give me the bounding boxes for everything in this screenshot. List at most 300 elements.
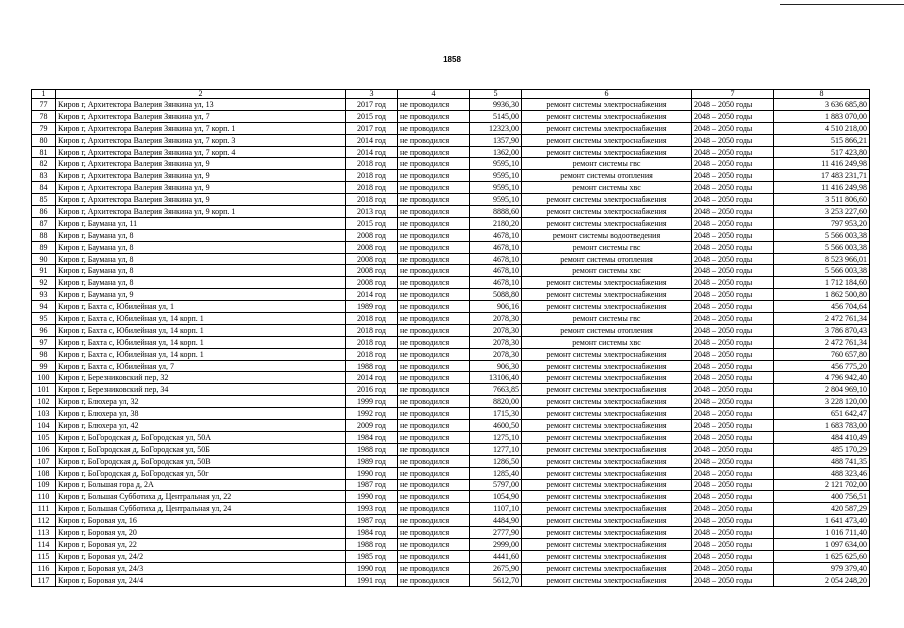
year-cell: 2016 год: [346, 384, 398, 396]
header-col-4: 4: [398, 90, 470, 99]
table-row: [32, 110, 870, 122]
year-cell: 2018 год: [346, 170, 398, 182]
row-number-cell: 107: [32, 455, 56, 467]
row-number-cell: 81: [32, 146, 56, 158]
area-cell: 4484,90: [470, 515, 522, 527]
address-cell: Киров г, Березниковский пер, 32: [56, 372, 346, 384]
area-cell: 2999,00: [470, 538, 522, 550]
period-cell: 2048 – 2050 годы: [692, 479, 774, 491]
cost-cell: 2 121 702,00: [774, 479, 870, 491]
year-cell: 2017 год: [346, 99, 398, 111]
cost-cell: 5 566 003,38: [774, 241, 870, 253]
year-cell: 2008 год: [346, 265, 398, 277]
cost-cell: 760 657,80: [774, 348, 870, 360]
period-cell: 2048 – 2050 годы: [692, 538, 774, 550]
status-cell: не проводился: [398, 479, 470, 491]
work-type-cell: ремонт системы хвс: [522, 182, 692, 194]
table-row: [32, 479, 870, 491]
row-number-cell: 114: [32, 538, 56, 550]
address-cell: Киров г, Боровая ул, 24/4: [56, 574, 346, 586]
address-cell: Киров г, Баумана ул, 8: [56, 253, 346, 265]
row-number-cell: 104: [32, 420, 56, 432]
area-cell: 5145,00: [470, 110, 522, 122]
address-cell: Киров г, Бахта с, Юбилейная ул, 14 корп. 1: [56, 313, 346, 325]
work-type-cell: ремонт системы электроснабжения: [522, 503, 692, 515]
row-number-cell: 105: [32, 431, 56, 443]
cost-cell: 400 756,51: [774, 491, 870, 503]
period-cell: 2048 – 2050 годы: [692, 217, 774, 229]
year-cell: 1990 год: [346, 467, 398, 479]
address-cell: Киров г, Архитектора Валерия Зянкина ул, 13: [56, 99, 346, 111]
status-cell: не проводился: [398, 455, 470, 467]
work-type-cell: ремонт системы хвс: [522, 265, 692, 277]
address-cell: Киров г, Архитектора Валерия Зянкина ул, 7 корп. 4: [56, 146, 346, 158]
table-row: [32, 527, 870, 539]
period-cell: 2048 – 2050 годы: [692, 443, 774, 455]
period-cell: 2048 – 2050 годы: [692, 206, 774, 218]
table-row: [32, 348, 870, 360]
area-cell: 8820,00: [470, 396, 522, 408]
table-row: [32, 241, 870, 253]
row-number-cell: 82: [32, 158, 56, 170]
work-type-cell: ремонт системы электроснабжения: [522, 384, 692, 396]
cost-cell: 5 566 003,38: [774, 229, 870, 241]
address-cell: Киров г, Баумана ул, 8: [56, 265, 346, 277]
address-cell: Киров г, Архитектора Валерия Зянкина ул, 9: [56, 194, 346, 206]
area-cell: 4678,10: [470, 229, 522, 241]
address-cell: Киров г, Бахта с, Юбилейная ул, 14 корп. 1: [56, 336, 346, 348]
cost-cell: 8 523 966,01: [774, 253, 870, 265]
period-cell: 2048 – 2050 годы: [692, 515, 774, 527]
period-cell: 2048 – 2050 годы: [692, 194, 774, 206]
status-cell: не проводился: [398, 336, 470, 348]
status-cell: не проводился: [398, 99, 470, 111]
year-cell: 1991 год: [346, 574, 398, 586]
row-number-cell: 97: [32, 336, 56, 348]
year-cell: 1989 год: [346, 301, 398, 313]
status-cell: не проводился: [398, 420, 470, 432]
row-number-cell: 78: [32, 110, 56, 122]
period-cell: 2048 – 2050 годы: [692, 229, 774, 241]
period-cell: 2048 – 2050 годы: [692, 182, 774, 194]
year-cell: 2015 год: [346, 110, 398, 122]
area-cell: 2078,30: [470, 313, 522, 325]
header-col-5: 5: [470, 90, 522, 99]
address-cell: Киров г, БоГородская д, БоГородская ул, 50г: [56, 467, 346, 479]
address-cell: Киров г, Архитектора Валерия Зянкина ул, 7: [56, 110, 346, 122]
work-type-cell: ремонт системы электроснабжения: [522, 491, 692, 503]
row-number-cell: 100: [32, 372, 56, 384]
status-cell: не проводился: [398, 491, 470, 503]
cost-cell: 488 741,35: [774, 455, 870, 467]
status-cell: не проводился: [398, 527, 470, 539]
table-row: [32, 289, 870, 301]
header-col-8: 8: [774, 90, 870, 99]
work-type-cell: ремонт системы гвс: [522, 313, 692, 325]
address-cell: Киров г, Архитектора Валерия Зянкина ул, 7 корп. 1: [56, 122, 346, 134]
address-cell: Киров г, Блюхера ул, 32: [56, 396, 346, 408]
row-number-cell: 98: [32, 348, 56, 360]
table-row: [32, 206, 870, 218]
work-type-cell: ремонт системы отопления: [522, 170, 692, 182]
header-col-7: 7: [692, 90, 774, 99]
work-type-cell: ремонт системы электроснабжения: [522, 277, 692, 289]
address-cell: Киров г, Баумана ул, 8: [56, 277, 346, 289]
cost-cell: 11 416 249,98: [774, 182, 870, 194]
year-cell: 2018 год: [346, 158, 398, 170]
cost-cell: 5 566 003,38: [774, 265, 870, 277]
period-cell: 2048 – 2050 годы: [692, 336, 774, 348]
cost-cell: 651 642,47: [774, 408, 870, 420]
period-cell: 2048 – 2050 годы: [692, 527, 774, 539]
work-type-cell: ремонт системы электроснабжения: [522, 479, 692, 491]
work-type-cell: ремонт системы электроснабжения: [522, 515, 692, 527]
year-cell: 1985 год: [346, 550, 398, 562]
row-number-cell: 103: [32, 408, 56, 420]
address-cell: Киров г, Большая Субботиха д, Центральная ул, 24: [56, 503, 346, 515]
year-cell: 2018 год: [346, 194, 398, 206]
period-cell: 2048 – 2050 годы: [692, 110, 774, 122]
area-cell: 906,30: [470, 360, 522, 372]
area-cell: 13106,40: [470, 372, 522, 384]
row-number-cell: 90: [32, 253, 56, 265]
year-cell: 2017 год: [346, 122, 398, 134]
work-type-cell: ремонт системы гвс: [522, 241, 692, 253]
address-cell: Киров г, БоГородская д, БоГородская ул, 50А: [56, 431, 346, 443]
area-cell: 2675,90: [470, 562, 522, 574]
year-cell: 2014 год: [346, 134, 398, 146]
work-type-cell: ремонт системы электроснабжения: [522, 455, 692, 467]
address-cell: Киров г, Архитектора Валерия Зянкина ул, 9: [56, 158, 346, 170]
area-cell: 9595,10: [470, 182, 522, 194]
address-cell: Киров г, Боровая ул, 22: [56, 538, 346, 550]
year-cell: 1984 год: [346, 431, 398, 443]
work-type-cell: ремонт системы электроснабжения: [522, 372, 692, 384]
row-number-cell: 84: [32, 182, 56, 194]
address-cell: Киров г, Баумана ул, 8: [56, 229, 346, 241]
table-row: [32, 122, 870, 134]
work-type-cell: ремонт системы водоотведения: [522, 229, 692, 241]
period-cell: 2048 – 2050 годы: [692, 301, 774, 313]
year-cell: 1988 год: [346, 443, 398, 455]
table-row: [32, 217, 870, 229]
address-cell: Киров г, Боровая ул, 16: [56, 515, 346, 527]
year-cell: 2014 год: [346, 146, 398, 158]
table-row: [32, 99, 870, 111]
year-cell: 2014 год: [346, 372, 398, 384]
row-number-cell: 117: [32, 574, 56, 586]
row-number-cell: 87: [32, 217, 56, 229]
address-cell: Киров г, Бахта с, Юбилейная ул, 7: [56, 360, 346, 372]
year-cell: 2018 год: [346, 324, 398, 336]
address-cell: Киров г, Боровая ул, 24/3: [56, 562, 346, 574]
row-number-cell: 102: [32, 396, 56, 408]
status-cell: не проводился: [398, 348, 470, 360]
year-cell: 2014 год: [346, 289, 398, 301]
area-cell: 2078,30: [470, 336, 522, 348]
period-cell: 2048 – 2050 годы: [692, 289, 774, 301]
status-cell: не проводился: [398, 122, 470, 134]
area-cell: 9936,30: [470, 99, 522, 111]
work-type-cell: ремонт системы электроснабжения: [522, 122, 692, 134]
year-cell: 1988 год: [346, 360, 398, 372]
work-type-cell: ремонт системы электроснабжения: [522, 206, 692, 218]
year-cell: 2018 год: [346, 336, 398, 348]
cost-cell: 420 587,29: [774, 503, 870, 515]
row-number-cell: 80: [32, 134, 56, 146]
cost-cell: 4 510 218,00: [774, 122, 870, 134]
row-number-cell: 111: [32, 503, 56, 515]
status-cell: не проводился: [398, 206, 470, 218]
address-cell: Киров г, Блюхера ул, 42: [56, 420, 346, 432]
address-cell: Киров г, Архитектора Валерия Зянкина ул, 7 корп. 3: [56, 134, 346, 146]
header-col-6: 6: [522, 90, 692, 99]
cost-cell: 485 170,29: [774, 443, 870, 455]
row-number-cell: 77: [32, 99, 56, 111]
table-row: [32, 170, 870, 182]
period-cell: 2048 – 2050 годы: [692, 277, 774, 289]
address-cell: Киров г, Боровая ул, 20: [56, 527, 346, 539]
area-cell: 2078,30: [470, 324, 522, 336]
area-cell: 906,16: [470, 301, 522, 313]
year-cell: 2008 год: [346, 229, 398, 241]
table-row: [32, 253, 870, 265]
work-type-cell: ремонт системы гвс: [522, 158, 692, 170]
cost-cell: 3 786 870,43: [774, 324, 870, 336]
cost-cell: 1 883 070,00: [774, 110, 870, 122]
year-cell: 1992 год: [346, 408, 398, 420]
cost-cell: 1 712 184,60: [774, 277, 870, 289]
table-row: [32, 229, 870, 241]
status-cell: не проводился: [398, 313, 470, 325]
row-number-cell: 79: [32, 122, 56, 134]
address-cell: Киров г, БоГородская д, БоГородская ул, 50В: [56, 455, 346, 467]
work-type-cell: ремонт системы электроснабжения: [522, 217, 692, 229]
cost-cell: 3 253 227,60: [774, 206, 870, 218]
status-cell: не проводился: [398, 574, 470, 586]
area-cell: 8888,60: [470, 206, 522, 218]
table-row: [32, 182, 870, 194]
row-number-cell: 108: [32, 467, 56, 479]
row-number-cell: 89: [32, 241, 56, 253]
area-cell: 9595,10: [470, 170, 522, 182]
header-col-2: 2: [56, 90, 346, 99]
work-type-cell: ремонт системы отопления: [522, 253, 692, 265]
cost-cell: 1 641 473,40: [774, 515, 870, 527]
year-cell: 1990 год: [346, 562, 398, 574]
period-cell: 2048 – 2050 годы: [692, 158, 774, 170]
area-cell: 4678,10: [470, 253, 522, 265]
cost-cell: 3 228 120,00: [774, 396, 870, 408]
status-cell: не проводился: [398, 562, 470, 574]
address-cell: Киров г, Баумана ул, 9: [56, 289, 346, 301]
table-row: [32, 538, 870, 550]
work-type-cell: ремонт системы электроснабжения: [522, 194, 692, 206]
status-cell: не проводился: [398, 408, 470, 420]
year-cell: 1989 год: [346, 455, 398, 467]
year-cell: 1988 год: [346, 538, 398, 550]
row-number-cell: 106: [32, 443, 56, 455]
cost-cell: 17 483 231,71: [774, 170, 870, 182]
row-number-cell: 110: [32, 491, 56, 503]
table-row: [32, 455, 870, 467]
address-cell: Киров г, БоГородская д, БоГородская ул, 50Б: [56, 443, 346, 455]
row-number-cell: 85: [32, 194, 56, 206]
area-cell: 12323,00: [470, 122, 522, 134]
year-cell: 2018 год: [346, 348, 398, 360]
status-cell: не проводился: [398, 301, 470, 313]
area-cell: 2777,90: [470, 527, 522, 539]
work-type-cell: ремонт системы электроснабжения: [522, 527, 692, 539]
year-cell: 2008 год: [346, 253, 398, 265]
area-cell: 4678,10: [470, 277, 522, 289]
row-number-cell: 88: [32, 229, 56, 241]
address-cell: Киров г, Бахта с, Юбилейная ул, 1: [56, 301, 346, 313]
row-number-cell: 95: [32, 313, 56, 325]
work-type-cell: ремонт системы электроснабжения: [522, 431, 692, 443]
top-rule: [780, 4, 904, 5]
work-type-cell: ремонт системы электроснабжения: [522, 348, 692, 360]
period-cell: 2048 – 2050 годы: [692, 122, 774, 134]
work-type-cell: ремонт системы электроснабжения: [522, 467, 692, 479]
cost-cell: 2 804 969,10: [774, 384, 870, 396]
status-cell: не проводился: [398, 277, 470, 289]
work-type-cell: ремонт системы электроснабжения: [522, 99, 692, 111]
table-row: [32, 574, 870, 586]
area-cell: 1715,30: [470, 408, 522, 420]
year-cell: 1990 год: [346, 491, 398, 503]
cost-cell: 517 423,80: [774, 146, 870, 158]
table-row: [32, 515, 870, 527]
status-cell: не проводился: [398, 289, 470, 301]
area-cell: 5612,70: [470, 574, 522, 586]
year-cell: 1993 год: [346, 503, 398, 515]
address-cell: Киров г, Баумана ул, 11: [56, 217, 346, 229]
work-type-cell: ремонт системы отопления: [522, 324, 692, 336]
area-cell: 4600,50: [470, 420, 522, 432]
area-cell: 4678,10: [470, 241, 522, 253]
work-type-cell: ремонт системы электроснабжения: [522, 360, 692, 372]
table-row: [32, 420, 870, 432]
work-type-cell: ремонт системы электроснабжения: [522, 538, 692, 550]
period-cell: 2048 – 2050 годы: [692, 562, 774, 574]
year-cell: 2009 год: [346, 420, 398, 432]
address-cell: Киров г, Большая Субботиха д, Центральная ул, 22: [56, 491, 346, 503]
year-cell: 2008 год: [346, 277, 398, 289]
year-cell: 1987 год: [346, 479, 398, 491]
cost-cell: 456 775,20: [774, 360, 870, 372]
status-cell: не проводился: [398, 550, 470, 562]
period-cell: 2048 – 2050 годы: [692, 99, 774, 111]
cost-cell: 456 704,64: [774, 301, 870, 313]
status-cell: не проводился: [398, 229, 470, 241]
address-cell: Киров г, Блюхера ул, 38: [56, 408, 346, 420]
row-number-cell: 91: [32, 265, 56, 277]
status-cell: не проводился: [398, 372, 470, 384]
address-cell: Киров г, Бахта с, Юбилейная ул, 14 корп. 1: [56, 348, 346, 360]
cost-cell: 4 796 942,40: [774, 372, 870, 384]
area-cell: 1362,00: [470, 146, 522, 158]
table-row: [32, 467, 870, 479]
period-cell: 2048 – 2050 годы: [692, 241, 774, 253]
row-number-cell: 113: [32, 527, 56, 539]
table-row: [32, 372, 870, 384]
period-cell: 2048 – 2050 годы: [692, 467, 774, 479]
row-number-cell: 94: [32, 301, 56, 313]
row-number-cell: 116: [32, 562, 56, 574]
year-cell: 2018 год: [346, 182, 398, 194]
table-row: [32, 313, 870, 325]
period-cell: 2048 – 2050 годы: [692, 420, 774, 432]
address-cell: Киров г, Баумана ул, 8: [56, 241, 346, 253]
address-cell: Киров г, Архитектора Валерия Зянкина ул, 9: [56, 182, 346, 194]
cost-cell: 1 097 634,00: [774, 538, 870, 550]
capital-repair-table: [31, 89, 870, 587]
row-number-cell: 86: [32, 206, 56, 218]
work-type-cell: ремонт системы электроснабжения: [522, 550, 692, 562]
period-cell: 2048 – 2050 годы: [692, 431, 774, 443]
table-row: [32, 194, 870, 206]
work-type-cell: ремонт системы электроснабжения: [522, 301, 692, 313]
cost-cell: 488 323,46: [774, 467, 870, 479]
period-cell: 2048 – 2050 годы: [692, 408, 774, 420]
area-cell: 4678,10: [470, 265, 522, 277]
area-cell: 1107,10: [470, 503, 522, 515]
status-cell: не проводился: [398, 396, 470, 408]
period-cell: 2048 – 2050 годы: [692, 550, 774, 562]
period-cell: 2048 – 2050 годы: [692, 348, 774, 360]
cost-cell: 484 410,49: [774, 431, 870, 443]
work-type-cell: ремонт системы электроснабжения: [522, 110, 692, 122]
address-cell: Киров г, Архитектора Валерия Зянкина ул, 9 корп. 1: [56, 206, 346, 218]
period-cell: 2048 – 2050 годы: [692, 503, 774, 515]
table-row: [32, 360, 870, 372]
area-cell: 9595,10: [470, 158, 522, 170]
cost-cell: 3 511 806,60: [774, 194, 870, 206]
status-cell: не проводился: [398, 443, 470, 455]
table-row: [32, 396, 870, 408]
cost-cell: 2 054 248,20: [774, 574, 870, 586]
period-cell: 2048 – 2050 годы: [692, 265, 774, 277]
status-cell: не проводился: [398, 467, 470, 479]
cost-cell: 2 472 761,34: [774, 313, 870, 325]
table-row: [32, 158, 870, 170]
work-type-cell: ремонт системы электроснабжения: [522, 574, 692, 586]
status-cell: не проводился: [398, 158, 470, 170]
status-cell: не проводился: [398, 110, 470, 122]
cost-cell: 1 683 783,00: [774, 420, 870, 432]
period-cell: 2048 – 2050 годы: [692, 384, 774, 396]
header-col-1: 1: [32, 90, 56, 99]
cost-cell: 1 625 625,60: [774, 550, 870, 562]
work-type-cell: ремонт системы электроснабжения: [522, 289, 692, 301]
year-cell: 2018 год: [346, 313, 398, 325]
status-cell: не проводился: [398, 253, 470, 265]
area-cell: 5088,80: [470, 289, 522, 301]
row-number-cell: 93: [32, 289, 56, 301]
header-row: [32, 90, 870, 99]
year-cell: 2015 год: [346, 217, 398, 229]
cost-cell: 11 416 249,98: [774, 158, 870, 170]
table-row: [32, 408, 870, 420]
row-number-cell: 101: [32, 384, 56, 396]
period-cell: 2048 – 2050 годы: [692, 146, 774, 158]
table-row: [32, 384, 870, 396]
work-type-cell: ремонт системы электроснабжения: [522, 420, 692, 432]
status-cell: не проводился: [398, 217, 470, 229]
area-cell: 1286,50: [470, 455, 522, 467]
period-cell: 2048 – 2050 годы: [692, 574, 774, 586]
